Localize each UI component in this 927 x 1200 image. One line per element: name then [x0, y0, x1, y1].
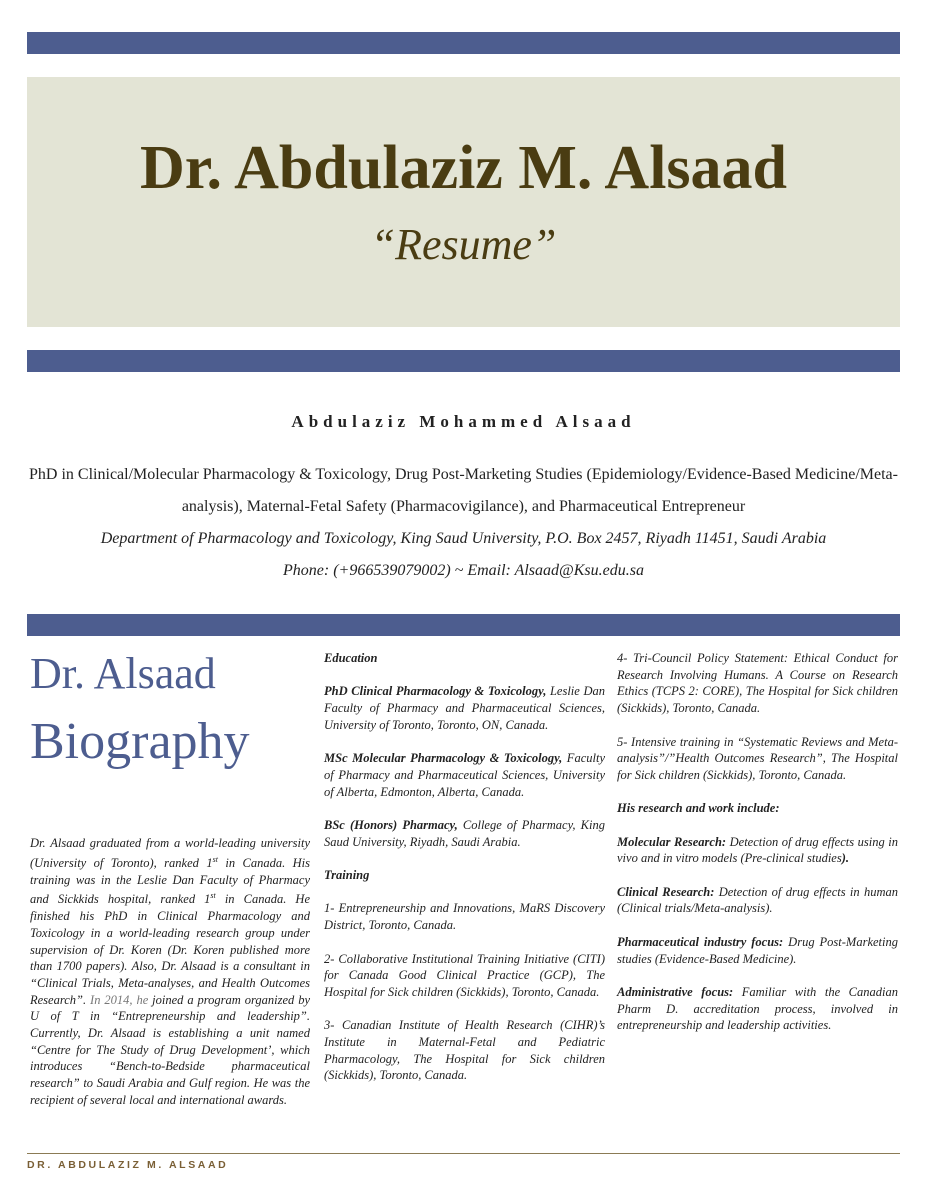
- footer-name: DR. ABDULAZIZ M. ALSAAD: [27, 1159, 229, 1171]
- education-training-column: [324, 650, 605, 1101]
- training-heading: Training: [324, 868, 370, 883]
- degree-label: BSc (Honors) Pharmacy,: [324, 817, 458, 832]
- education-item: [324, 683, 605, 733]
- biography-title: [30, 649, 250, 770]
- research-label: Administrative focus:: [617, 984, 734, 999]
- research-label: Molecular Research:: [617, 834, 727, 849]
- biography-title-line2: Biography: [30, 713, 250, 770]
- training-item: 2- Collaborative Institutional Training Initiative (CITI) for Canada Good Clinical Practice (GCP), The Hospital for Sick children (Sickkids), Toronto, Canada.: [324, 951, 605, 999]
- research-item: [617, 984, 898, 1034]
- page-title: Dr. Abdulaziz M. Alsaad: [139, 134, 788, 202]
- research-item: [617, 934, 898, 967]
- footer-rule: [27, 1153, 900, 1154]
- research-text: Detection of drug effects using in vivo and in vitro models (Pre-clinical studies: [617, 834, 898, 866]
- biography-column: [30, 835, 310, 1125]
- research-text: Familiar with the Canadian Pharm D. accreditation process, involved in entrepreneurship and leadership activities.: [617, 984, 898, 1033]
- bio-text-4: In 2014, he: [86, 992, 149, 1007]
- department-address: Department of Pharmacology and Toxicology, King Saud University, P.O. Box 2457, Riyadh 11451, Saudi Arabia: [100, 530, 827, 547]
- degree-detail: Faculty of Pharmacy and Pharmaceutical Sciences, University of Alberta, Edmonton, Alberta, Canada.: [324, 751, 605, 799]
- research-text: Detection of drug effects in human (Clinical trials/Meta-analysis).: [617, 884, 898, 916]
- degree-label: PhD Clinical Pharmacology & Toxicology,: [324, 684, 547, 699]
- training-item: 4- Tri-Council Policy Statement: Ethical Conduct for Research Involving Humans. A Course on Research Ethics (TCPS 2: CORE), The Hospital for Sick children (Sickkids), Toronto, Canada.: [617, 651, 898, 716]
- research-label: Pharmaceutical industry focus:: [617, 934, 784, 949]
- biography-title-line1: Dr. Alsaad: [30, 649, 216, 698]
- bio-text-2: in Canada. His training was in the Leslie Dan Faculty of Pharmacy and Sickkids hospital, ranked 1: [30, 855, 310, 907]
- phone-email: Phone: (+966539079002) ~ Email: Alsaad@Ksu.edu.sa: [283, 562, 644, 579]
- research-text: Drug Post-Marketing studies (Evidence-Based Medicine).: [617, 934, 898, 966]
- research-item: [617, 884, 898, 917]
- bio-sup-1: st: [212, 854, 218, 864]
- lower-divider-bar: [27, 614, 900, 636]
- education-item: [324, 817, 605, 850]
- research-tail: ).: [841, 851, 850, 866]
- education-item: [324, 750, 605, 800]
- training-item: 5- Intensive training in “Systematic Reviews and Meta-analysis”/”Health Outcomes Research”, The Hospital for Sick children (Sickkids), Toronto, Canada.: [617, 734, 898, 782]
- training-item: 3- Canadian Institute of Health Research (CIHR)’s Institute in Maternal-Fetal and Pediatric Pharmacology, The Hospital for Sick children (Sickkids), Toronto, Canada.: [324, 1018, 605, 1083]
- page-subtitle: “Resume”: [370, 220, 557, 269]
- bio-text-3: in Canada. He finished his PhD in Clinical Pharmacology and Toxicology in a world-leading research group under supervision of Dr. Koren (Dr. Koren published more than 1700 papers). Also, Dr. Alsaad is a consultant in “Clinical Trials, Meta-analyses, and Health Outcomes Research”.: [30, 892, 311, 1007]
- bio-sup-2: st: [210, 891, 216, 901]
- training-item: 1- Entrepreneurship and Innovations, MaRS Discovery District, Toronto, Canada.: [324, 901, 605, 933]
- education-heading: Education: [324, 651, 378, 665]
- full-name: Abdulaziz Mohammed Alsaad: [291, 412, 636, 431]
- degree-detail: College of Pharmacy, King Saud University, Riyadh, Saudi Arabia.: [324, 817, 605, 849]
- degree-detail: Leslie Dan Faculty of Pharmacy and Pharmaceutical Sciences, University of Toronto, Toronto, ON, Canada.: [324, 684, 605, 732]
- bio-text-1: Dr. Alsaad graduated from a world-leading university (University of Toronto), ranked 1: [30, 836, 310, 870]
- degrees-text: PhD in Clinical/Molecular Pharmacology & Toxicology, Drug Post-Marketing Studies (Epidemiology/Evidence-Based Medicine/Meta-analysis), Maternal-Fetal Safety (Pharmacovigilance), and Pharmaceutical Entrepreneur: [29, 466, 898, 515]
- contact-block: [27, 405, 900, 587]
- middle-divider-bar: [27, 350, 900, 372]
- research-item: [617, 834, 898, 867]
- header-banner: [27, 77, 900, 327]
- biography-paragraph: [30, 835, 310, 1109]
- research-column: [617, 650, 898, 1051]
- degree-label: MSc Molecular Pharmacology & Toxicology,: [324, 751, 563, 766]
- research-heading: His research and work include:: [617, 801, 780, 816]
- top-divider-bar: [27, 32, 900, 54]
- research-label: Clinical Research:: [617, 884, 715, 899]
- bio-text-5: joined a program organized by U of T in “Entrepreneurship and leadership”. Currently, Dr. Alsaad is establishing a unit named “Centre for The Study of Drug Development’, which introduces “Bench-to-Bedside pharmaceutical research” to Saudi Arabia and Gulf region. He was the recipient of several local and international awards.: [30, 992, 310, 1107]
